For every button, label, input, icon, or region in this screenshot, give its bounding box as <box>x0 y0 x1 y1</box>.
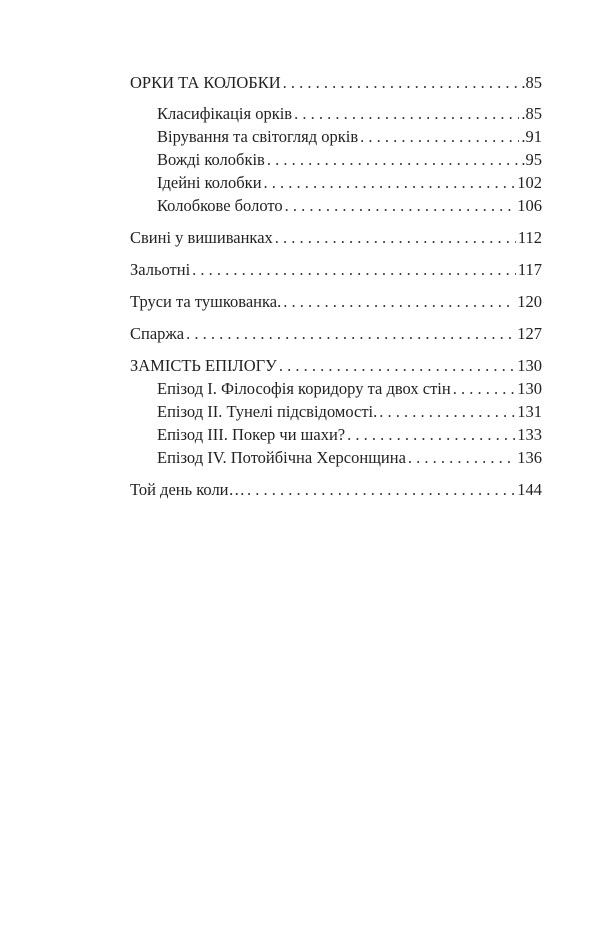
dot-leader <box>267 148 520 171</box>
toc-entry-page: .85 <box>521 73 542 92</box>
toc-entry-sparzha[interactable] <box>130 322 542 345</box>
dot-leader <box>192 258 516 281</box>
toc-entry-page: 127 <box>517 324 542 343</box>
toc-entry-page: .85 <box>521 104 542 123</box>
dot-leader <box>294 102 519 125</box>
toc-entry-title: ОРКИ ТА КОЛОБКИ <box>130 73 281 92</box>
toc-entry-epilog[interactable] <box>130 354 542 377</box>
dot-leader <box>283 71 520 94</box>
dot-leader <box>408 446 515 469</box>
toc-entry-page: .95 <box>521 150 542 169</box>
toc-entry-trusy[interactable] <box>130 290 542 313</box>
toc-entry-title: Епізод IV. Потойбічна Херсонщина <box>157 448 406 467</box>
dot-leader <box>186 322 515 345</box>
toc-subentry[interactable] <box>157 194 542 217</box>
toc-entry-title: Класифікація орків <box>157 104 293 123</box>
toc-entry-page: 133 <box>517 425 542 444</box>
toc-entry-title: Спаржа <box>130 324 185 343</box>
toc-subentry[interactable] <box>157 102 542 125</box>
toc-entry-page: 112 <box>517 228 542 247</box>
toc-entry-orky[interactable] <box>130 71 542 94</box>
toc-entry-title: Вожді колобків <box>157 150 265 169</box>
toc-subentry[interactable] <box>157 125 542 148</box>
toc-entry-title: ЗАМІСТЬ ЕПІЛОГУ <box>130 356 277 375</box>
dot-leader <box>360 125 519 148</box>
toc-entry-toi-den[interactable] <box>130 478 542 501</box>
toc-subentry[interactable] <box>157 423 542 446</box>
toc-subentry[interactable] <box>157 171 542 194</box>
toc-entry-title: Зальотні <box>130 260 191 279</box>
toc-entry-page: 136 <box>517 448 542 467</box>
dot-leader <box>264 171 516 194</box>
toc-entry-page: 144 <box>517 480 542 499</box>
dot-leader <box>453 377 516 400</box>
dot-leader <box>247 478 515 501</box>
toc-entry-zaliotni[interactable] <box>130 258 542 281</box>
dot-leader <box>283 290 515 313</box>
dot-leader <box>379 400 515 423</box>
toc-entry-title: Колобкове болото <box>157 196 283 215</box>
toc-entry-title: Вірування та світогляд орків <box>157 127 359 146</box>
toc-entry-title: Свині у вишиванках <box>130 228 273 247</box>
toc-entry-title: Ідейні колобки <box>157 173 262 192</box>
toc-entry-title: Труси та тушкованка. <box>130 292 282 311</box>
toc-entry-title: Епізод ІІ. Тунелі підсвідомості. <box>157 402 378 421</box>
dot-leader <box>279 354 515 377</box>
toc-entry-title: Епізод ІІІ. Покер чи шахи? <box>157 425 346 444</box>
toc-entry-page: 102 <box>517 173 542 192</box>
toc-subentry[interactable] <box>157 377 542 400</box>
toc-entry-page: 120 <box>517 292 542 311</box>
toc-entry-title: Той день коли… <box>130 480 246 499</box>
table-of-contents <box>130 71 542 501</box>
toc-entry-page: 130 <box>517 379 542 398</box>
toc-entry-svyni[interactable] <box>130 226 542 249</box>
toc-subentry[interactable] <box>157 400 542 423</box>
toc-entry-page: 106 <box>517 196 542 215</box>
toc-subentry[interactable] <box>157 446 542 469</box>
dot-leader <box>285 194 516 217</box>
toc-entry-page: 117 <box>517 260 542 279</box>
dot-leader <box>347 423 515 446</box>
dot-leader <box>275 226 516 249</box>
toc-entry-page: .91 <box>521 127 542 146</box>
toc-entry-page: 130 <box>517 356 542 375</box>
toc-entry-title: Епізод І. Філософія коридору та двох стін <box>157 379 451 398</box>
toc-entry-page: 131 <box>517 402 542 421</box>
toc-subentry[interactable] <box>157 148 542 171</box>
